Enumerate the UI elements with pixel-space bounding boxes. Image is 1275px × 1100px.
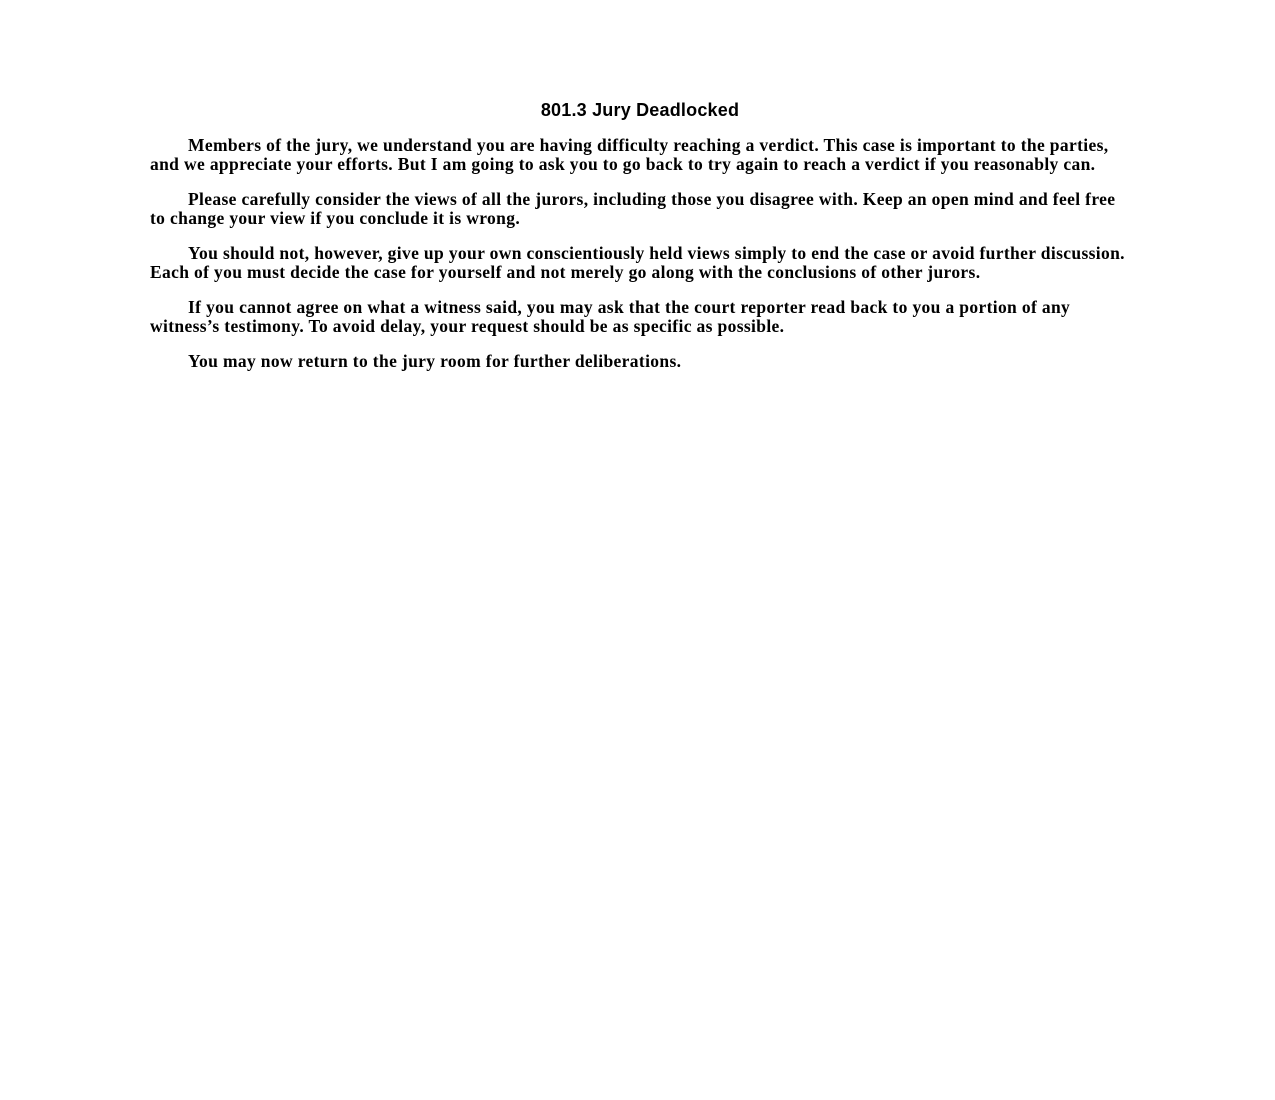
document-title: 801.3 Jury Deadlocked: [540, 100, 740, 120]
paragraph-read-back-testimony: If you cannot agree on what a witness said, you may ask that the court reporter read back to you a portion of any witness’s testimony. To avoid delay, your request should be as specific as possible.: [150, 297, 1071, 336]
paragraph-return-to-jury-room: You may now return to the jury room for further deliberations.: [188, 351, 682, 371]
paragraph-difficulty-reaching-verdict: Members of the jury, we understand you are having difficulty reaching a verdict. This case is important to the parties, and we appreciate your efforts. But I am going to ask you to go back to try again to reach a verdict if you reasonably can.: [150, 135, 1109, 174]
document-page: [150, 98, 1130, 387]
paragraph-hold-own-views: You should not, however, give up your own conscientiously held views simply to end the case or avoid further discussion. Each of you must decide the case for yourself and not merely go along with the conclusions of other jurors.: [150, 243, 1125, 282]
paragraph-consider-views: Please carefully consider the views of all the jurors, including those you disagree with. Keep an open mind and feel free to change your view if you conclude it is wrong.: [150, 189, 1116, 228]
